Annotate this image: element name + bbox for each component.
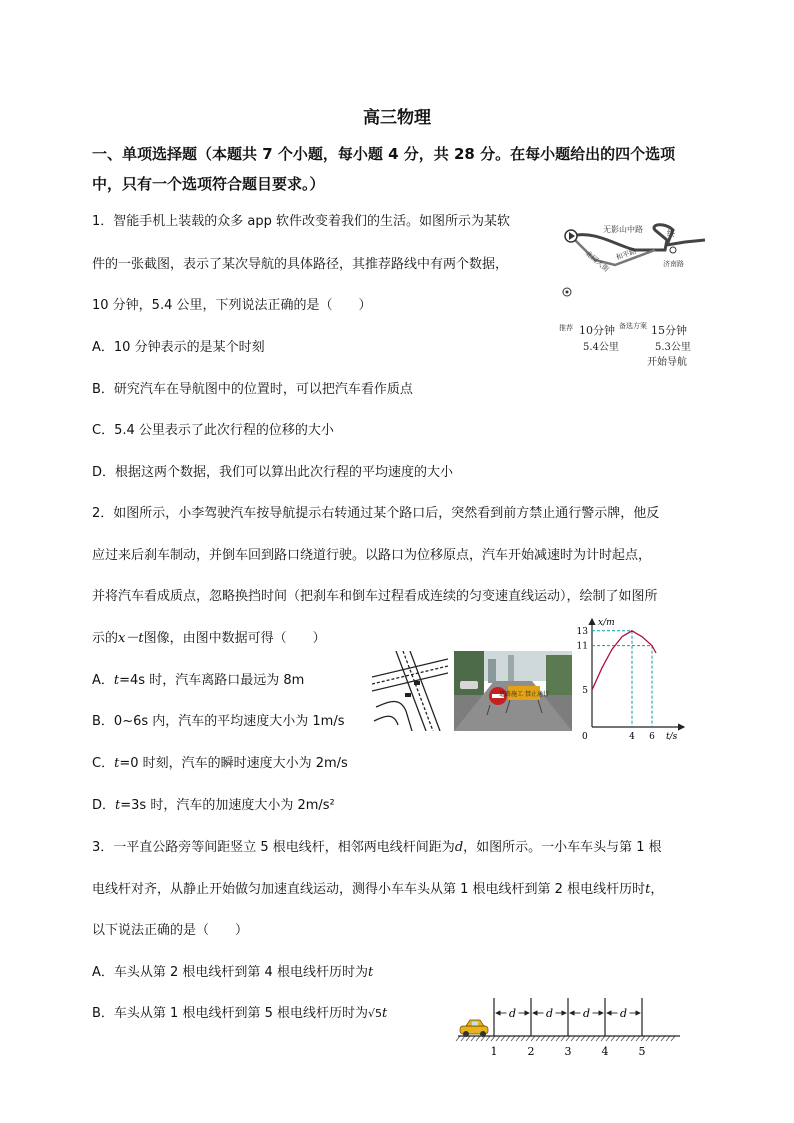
map-road4: 济南路: [663, 260, 684, 268]
map-alt-dist: 5.3公里: [655, 342, 691, 353]
pole-label: 4: [601, 1045, 609, 1058]
q2-option-c: C．t=0 时刻，汽车的瞬时速度大小为 2m/s: [92, 756, 348, 771]
section-heading: [92, 139, 712, 199]
page-title: 高三物理: [363, 108, 431, 128]
x-tick-label: 4: [629, 732, 635, 742]
q3-stem-line2: 电线杆对齐，从静止开始做匀加速直线运动，测得小车车头从第 1 根电线杆到第 2 根电线杆历时t，: [92, 882, 664, 897]
q2-stem-line2: 应过来后刹车制动，并倒车回到路口绕道行驶。以路口为位移原点，汽车开始减速时为计时起点，: [92, 548, 652, 563]
gap-label: d: [619, 1007, 628, 1020]
x-axis-label: t/s: [666, 732, 678, 742]
q2-option-b: B．0~6s 内，汽车的平均速度大小为 1m/s: [92, 714, 345, 729]
q2-stem-line1: 2．如图所示，小李驾驶汽车按导航提示右转通过某个路口后，突然看到前方禁止通行警示牌，他反: [92, 506, 660, 521]
q2-option-a: A．t=4s 时，汽车离路口最远为 8m: [92, 673, 305, 688]
gap-label: d: [508, 1007, 517, 1020]
map-rec-tag: 推荐: [559, 324, 573, 332]
pole-label: 5: [638, 1045, 646, 1058]
map-road1: 无影山中路: [603, 225, 643, 234]
end-marker-icon: [670, 247, 676, 253]
map-rec-time: 10分钟: [579, 324, 615, 337]
section-heading-line2: 中，只有一个选项符合题目要求。）: [92, 175, 325, 193]
navigation-map-figure: [555, 210, 715, 375]
q3-stem-line1: 3．一平直公路旁等间距竖立 5 根电线杆，相邻两电线杆间距为d，如图所示。一小车车头与第 1 根: [92, 840, 662, 855]
y-tick-label: 5: [582, 686, 588, 696]
xt-graph: [572, 613, 692, 743]
q1-stem-line3: 10 分钟，5.4 公里，下列说法正确的是（ ）: [92, 298, 372, 313]
poles-figure: [454, 994, 684, 1062]
x-tick-label: 6: [649, 732, 655, 742]
intersection-sketch: [372, 651, 448, 731]
y-tick-label: 13: [576, 626, 588, 637]
location-icon: [563, 288, 571, 296]
q1-option-b: B．研究汽车在导航图中的位置时，可以把汽车看作质点: [92, 382, 413, 397]
map-road2: 北园大街: [583, 249, 611, 274]
q3-option-b: B．车头从第 1 根电线杆到第 5 根电线杆历时为√5t: [92, 1006, 388, 1021]
q2-option-d: D．t=3s 时，汽车的加速度大小为 2m/s²: [92, 798, 335, 813]
map-end-label: 终: [667, 229, 675, 238]
map-alt-time: 15分钟: [651, 324, 687, 337]
q3-option-a: A．车头从第 2 根电线杆到第 4 根电线杆历时为t: [92, 965, 374, 980]
gap-label: d: [582, 1007, 591, 1020]
q1-stem-line1: 1．智能手机上装载的众多 app 软件改变着我们的生活。如图所示为某软: [92, 214, 511, 229]
gap-label: d: [545, 1007, 554, 1020]
roadwork-sign-text: 道路施工 禁止通行: [499, 691, 549, 698]
pole-label: 3: [564, 1045, 572, 1058]
roadwork-photo: [454, 651, 572, 731]
xt-symbol: x－t: [118, 631, 144, 646]
car-icon: [460, 1020, 488, 1037]
q1-option-c: C．5.4 公里表示了此次行程的位移的大小: [92, 423, 334, 438]
q1-option-d: D．根据这两个数据，我们可以算出此次行程的平均速度的大小: [92, 465, 454, 480]
pole-label: 1: [490, 1045, 498, 1058]
map-rec-dist: 5.4公里: [583, 342, 619, 353]
map-alt-tag: 备选方案: [619, 322, 647, 330]
q1-stem-line2: 件的一张截图，表示了某次导航的具体路径，其推荐路线中有两个数据，: [92, 257, 509, 272]
q2-stem-line4: 示的x－t图像，由图中数据可得（ ）: [92, 631, 326, 646]
section-heading-line1: 一、单项选择题（本题共 7 个小题，每小题 4 分，共 28 分。在每小题给出的四个选项: [92, 145, 676, 163]
pole-label: 2: [527, 1045, 535, 1058]
y-tick-label: 11: [576, 641, 588, 652]
origin-label: 0: [582, 732, 588, 742]
map-nav-label: 开始导航: [647, 357, 687, 368]
q3-stem-line3: 以下说法正确的是（ ）: [92, 923, 249, 938]
y-axis-label: x/m: [598, 618, 615, 628]
q1-option-a: A．10 分钟表示的是某个时刻: [92, 340, 265, 355]
q2-stem-line3: 并将汽车看成质点，忽略换挡时间（把刹车和倒车过程看成连续的匀变速直线运动），绘制了如图所: [92, 589, 658, 604]
map-road3: 和平路: [614, 247, 638, 262]
xt-curve: [592, 631, 656, 690]
